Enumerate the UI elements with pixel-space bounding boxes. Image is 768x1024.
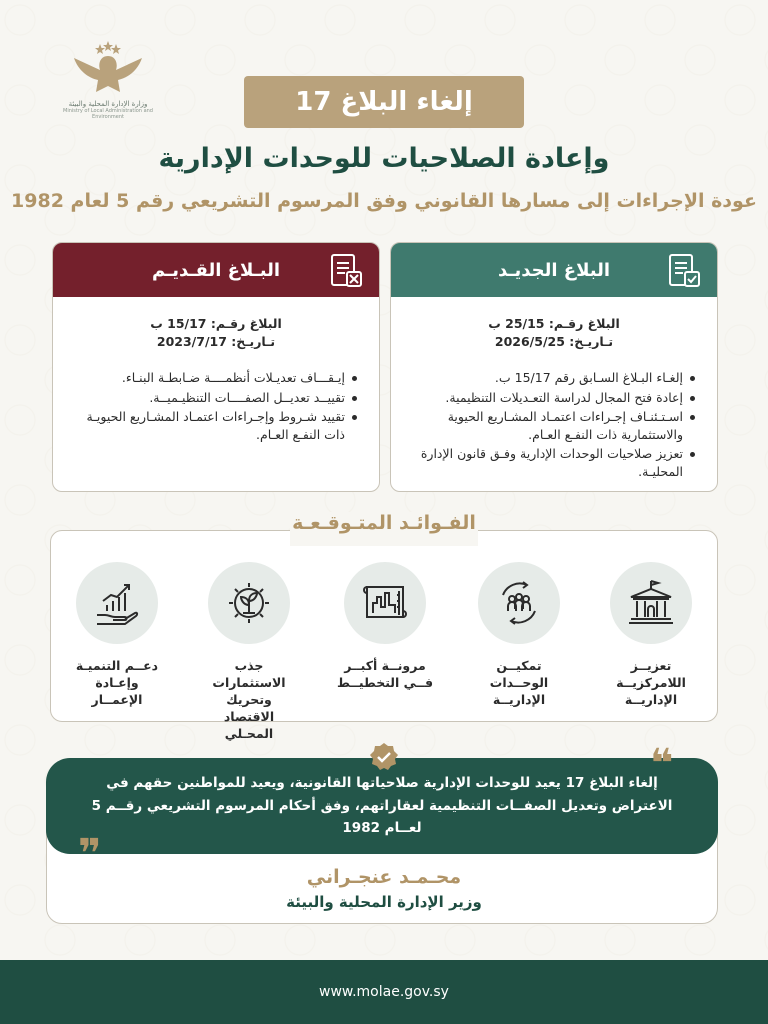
benefit-item [602, 562, 700, 709]
page-title: إلغاء البلاغ 17 [244, 76, 524, 128]
benefit-item [68, 562, 166, 709]
eagle-emblem-icon [70, 40, 146, 98]
website-link[interactable]: www.molae.gov.sy [319, 984, 449, 1000]
ministry-logo [48, 40, 168, 120]
new-notice-card [390, 242, 718, 492]
old-notice-header [53, 243, 379, 297]
old-notice-card [52, 242, 380, 492]
list-item: تقييــد تعديــل الصفــــات التنظيـميــة. [67, 389, 357, 407]
benefit-item [470, 562, 568, 709]
speaker-name: محـمـد عنجـراني [306, 866, 462, 888]
verified-check-icon [369, 742, 399, 772]
new-notice-number: البلاغ رقـم: 25/15 ب [488, 316, 620, 331]
benefit-label: دعــم التنميـة وإعـادة الإعمــار [75, 658, 159, 707]
list-item: تعزيز صلاحيات الوحدات الإدارية وفـق قانون الإدارة المحليـة. [405, 445, 695, 480]
benefit-label: مرونــة أكبــر فــي التخطيــط [336, 658, 434, 690]
old-notice-date: تـاريـخ: 2023/7/17 [156, 334, 276, 350]
list-item: إلغـاء البـلاغ السـابق رقم 15/17 ب. [405, 369, 695, 387]
benefit-label: تعزيــز اللامركزيــة الإداريــة [616, 658, 686, 707]
benefit-label: تمكيــن الوحــدات الإداريــة [489, 658, 549, 707]
list-item: اسـتـئنـاف إجـراءات اعتمـاد المشـاريع الحيوية والاستثمارية ذات النفـع العـام. [405, 408, 695, 443]
new-notice-meta [391, 315, 717, 351]
benefit-label: جذب الاستثمارات وتحريك الاقتصاد المحـلي [212, 658, 286, 741]
speaker-title: وزير الإدارة المحلية والبيئة [286, 893, 482, 911]
page-subtitle: وإعادة الصلاحيات للوحدات الإدارية [158, 143, 610, 174]
ministry-name-en: Ministry of Local Administration and Environment [63, 108, 153, 121]
blueprint-icon [344, 562, 426, 644]
new-notice-date: تـاريـخ: 2026/5/25 [494, 334, 614, 350]
benefit-item [336, 562, 434, 692]
old-notice-meta [53, 315, 379, 351]
people-cycle-icon [478, 562, 560, 644]
old-notice-items [53, 369, 379, 443]
quote-text: إلغاء البلاغ 17 يعيد للوحدات الإدارية صلاحياتها القانونية، ويعيد للمواطنين حقهم في الاعتراض وتعديل الصفــات التنظيمية لعقاراتهم، وفق أحكام المرسوم التشريعي رقــم 5 لعــام 1982 [46, 758, 718, 854]
old-notice-heading: البـلاغ القـديـم [151, 259, 281, 281]
government-building-icon [610, 562, 692, 644]
list-item: تقييد شـروط وإجـراءات اعتمـاد المشـاريع الحيويـة ذات النفـع العـام. [67, 408, 357, 443]
document-check-icon [665, 252, 703, 290]
benefits-title: الفـوائـد المتـوقـعـة [290, 512, 478, 546]
new-notice-items [391, 369, 717, 480]
old-notice-number: البلاغ رقـم: 15/17 ب [150, 316, 282, 331]
page-tagline: عودة الإجراءات إلى مسارها القانوني وفق المرسوم التشريعي رقم 5 لعام 1982 [11, 190, 757, 212]
footer [0, 960, 768, 1024]
list-item: إعادة فتح المجال لدراسة التعـديلات التنظيمية. [405, 389, 695, 407]
new-notice-heading: البلاغ الجديـد [497, 259, 611, 281]
close-quote-icon: ❞ [78, 831, 102, 877]
document-cancel-icon [327, 252, 365, 290]
gear-plant-icon [208, 562, 290, 644]
growth-chart-hand-icon [76, 562, 158, 644]
list-item: إيـقـــاف تعديـلات أنظمــــة ضـابطـة البنـاء. [67, 369, 357, 387]
ministry-name-ar: وزارة الإدارة المحلية والبيئة [68, 100, 148, 108]
new-notice-header [391, 243, 717, 297]
open-quote-icon: ❝ [650, 741, 674, 787]
benefit-item [200, 562, 298, 742]
